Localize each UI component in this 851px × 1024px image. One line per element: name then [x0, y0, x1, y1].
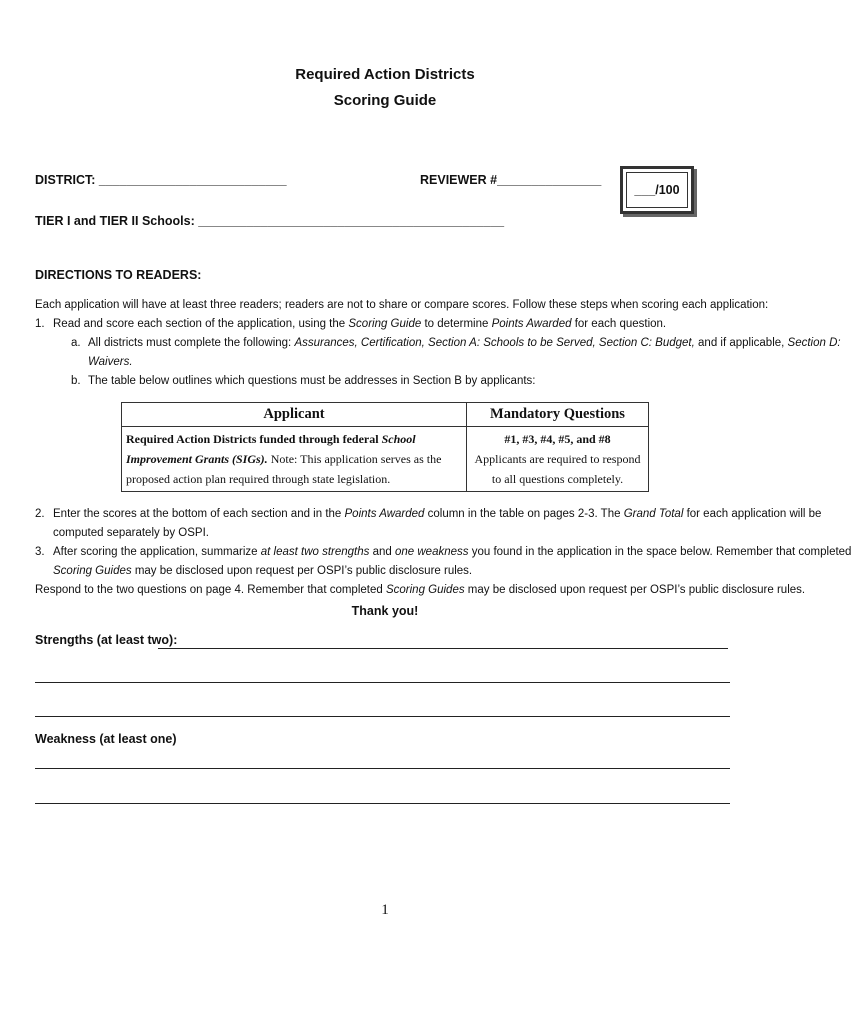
applicant-bold: Required Action Districts funded through federal [126, 432, 382, 446]
score-box[interactable] [620, 166, 694, 214]
respond-note [35, 584, 805, 596]
applicant-bold-italic: School Improvement Grants (SIGs). [126, 432, 416, 466]
respond-part: may be disclosed upon request per OSPI’s public disclosure rules. [464, 584, 806, 596]
col-mandatory-header: Mandatory Questions [467, 403, 649, 427]
step-3-part: and [369, 546, 395, 558]
step-1-part: to determine [421, 318, 492, 330]
applicant-cell [122, 427, 467, 492]
step-2-part: column in the table on pages 2-3. The [424, 508, 624, 520]
step-3-part: may be disclosed upon request per OSPI’s public disclosure rules. [131, 565, 473, 577]
directions-heading: DIRECTIONS TO READERS: [35, 268, 202, 282]
step-1-italic: Points Awarded [491, 318, 572, 330]
respond-italic: Scoring Guides [385, 584, 465, 596]
sub-b-text: The table below outlines which questions must be addresses in Section B by applicants: [88, 375, 536, 387]
step-1-text [53, 318, 666, 330]
step-2-part: Enter the scores at the bottom of each section and in the [53, 508, 345, 520]
mandatory-questions-table [121, 402, 649, 492]
tier-field[interactable]: TIER I and TIER II Schools: ____________________________________________ [35, 214, 505, 228]
strengths-line-1[interactable] [158, 648, 728, 649]
district-field[interactable]: DISTRICT: ___________________________ [35, 173, 287, 187]
col-applicant-header: Applicant [122, 403, 467, 427]
sub-a-part: All districts must complete the following: [88, 337, 295, 349]
thank-you: Thank you! [351, 604, 419, 618]
sub-b-number: b. [71, 375, 81, 387]
step-3-number: 3. [35, 546, 45, 558]
sub-a-text [88, 337, 841, 349]
reviewer-field[interactable]: REVIEWER #_______________ [420, 173, 602, 187]
respond-part: Respond to the two questions on page 4. Remember that completed [35, 584, 386, 596]
step-1-part: Read and score each section of the application, using the [53, 318, 349, 330]
step-2-italic: Points Awarded [344, 508, 425, 520]
step-3-part: you found in the application in the space below. Remember that completed [468, 546, 851, 558]
step-3-text [53, 546, 851, 558]
step-3-continuation [53, 565, 472, 577]
weakness-label: Weakness (at least one) [35, 732, 177, 746]
sub-a-part: and if applicable, [694, 337, 788, 349]
page-title: Required Action Districts [295, 66, 475, 83]
mandatory-note: Applicants are required to respond to all questions completely. [474, 452, 641, 486]
sub-a-italic: Waivers. [88, 356, 133, 368]
weakness-line-2[interactable] [35, 803, 730, 804]
mandatory-questions-list: #1, #3, #4, #5, and #8 [504, 432, 611, 446]
score-box-label: ___/100 [626, 172, 688, 208]
table-row [122, 427, 649, 492]
applicant-note: Note: This application serves as the proposed action plan required through state legislation. [126, 452, 442, 486]
step-3-italic: Scoring Guides [53, 565, 132, 577]
weakness-line-1[interactable] [35, 768, 730, 769]
step-1-number: 1. [35, 318, 45, 330]
strengths-line-2[interactable] [35, 682, 730, 683]
page-subtitle: Scoring Guide [333, 92, 437, 109]
strengths-label: Strengths (at least two): [35, 633, 178, 647]
sub-a-number: a. [71, 337, 81, 349]
step-2-part: for each application will be [683, 508, 822, 520]
directions-intro: Each application will have at least three readers; readers are not to share or compare scores. Follow these steps when scoring each application: [35, 299, 769, 311]
step-2-italic: Grand Total [623, 508, 684, 520]
step-2-text [53, 508, 821, 520]
step-1-part: for each question. [571, 318, 667, 330]
sub-a-continuation [88, 356, 133, 368]
step-3-part: After scoring the application, summarize [53, 546, 261, 558]
table-header-row [122, 403, 649, 427]
strengths-line-3[interactable] [35, 716, 730, 717]
sub-a-italic: Assurances, Certification, Section A: Schools to be Served, Section C: Budget, [294, 337, 695, 349]
step-2-continuation: computed separately by OSPI. [53, 527, 209, 539]
sub-a-italic: Section D: [787, 337, 841, 349]
step-2-number: 2. [35, 508, 45, 520]
step-3-italic: at least two strengths [260, 546, 370, 558]
mandatory-cell [467, 427, 649, 492]
page-number: 1 [381, 902, 389, 918]
step-1-italic: Scoring Guide [348, 318, 422, 330]
step-3-italic: one weakness [394, 546, 469, 558]
